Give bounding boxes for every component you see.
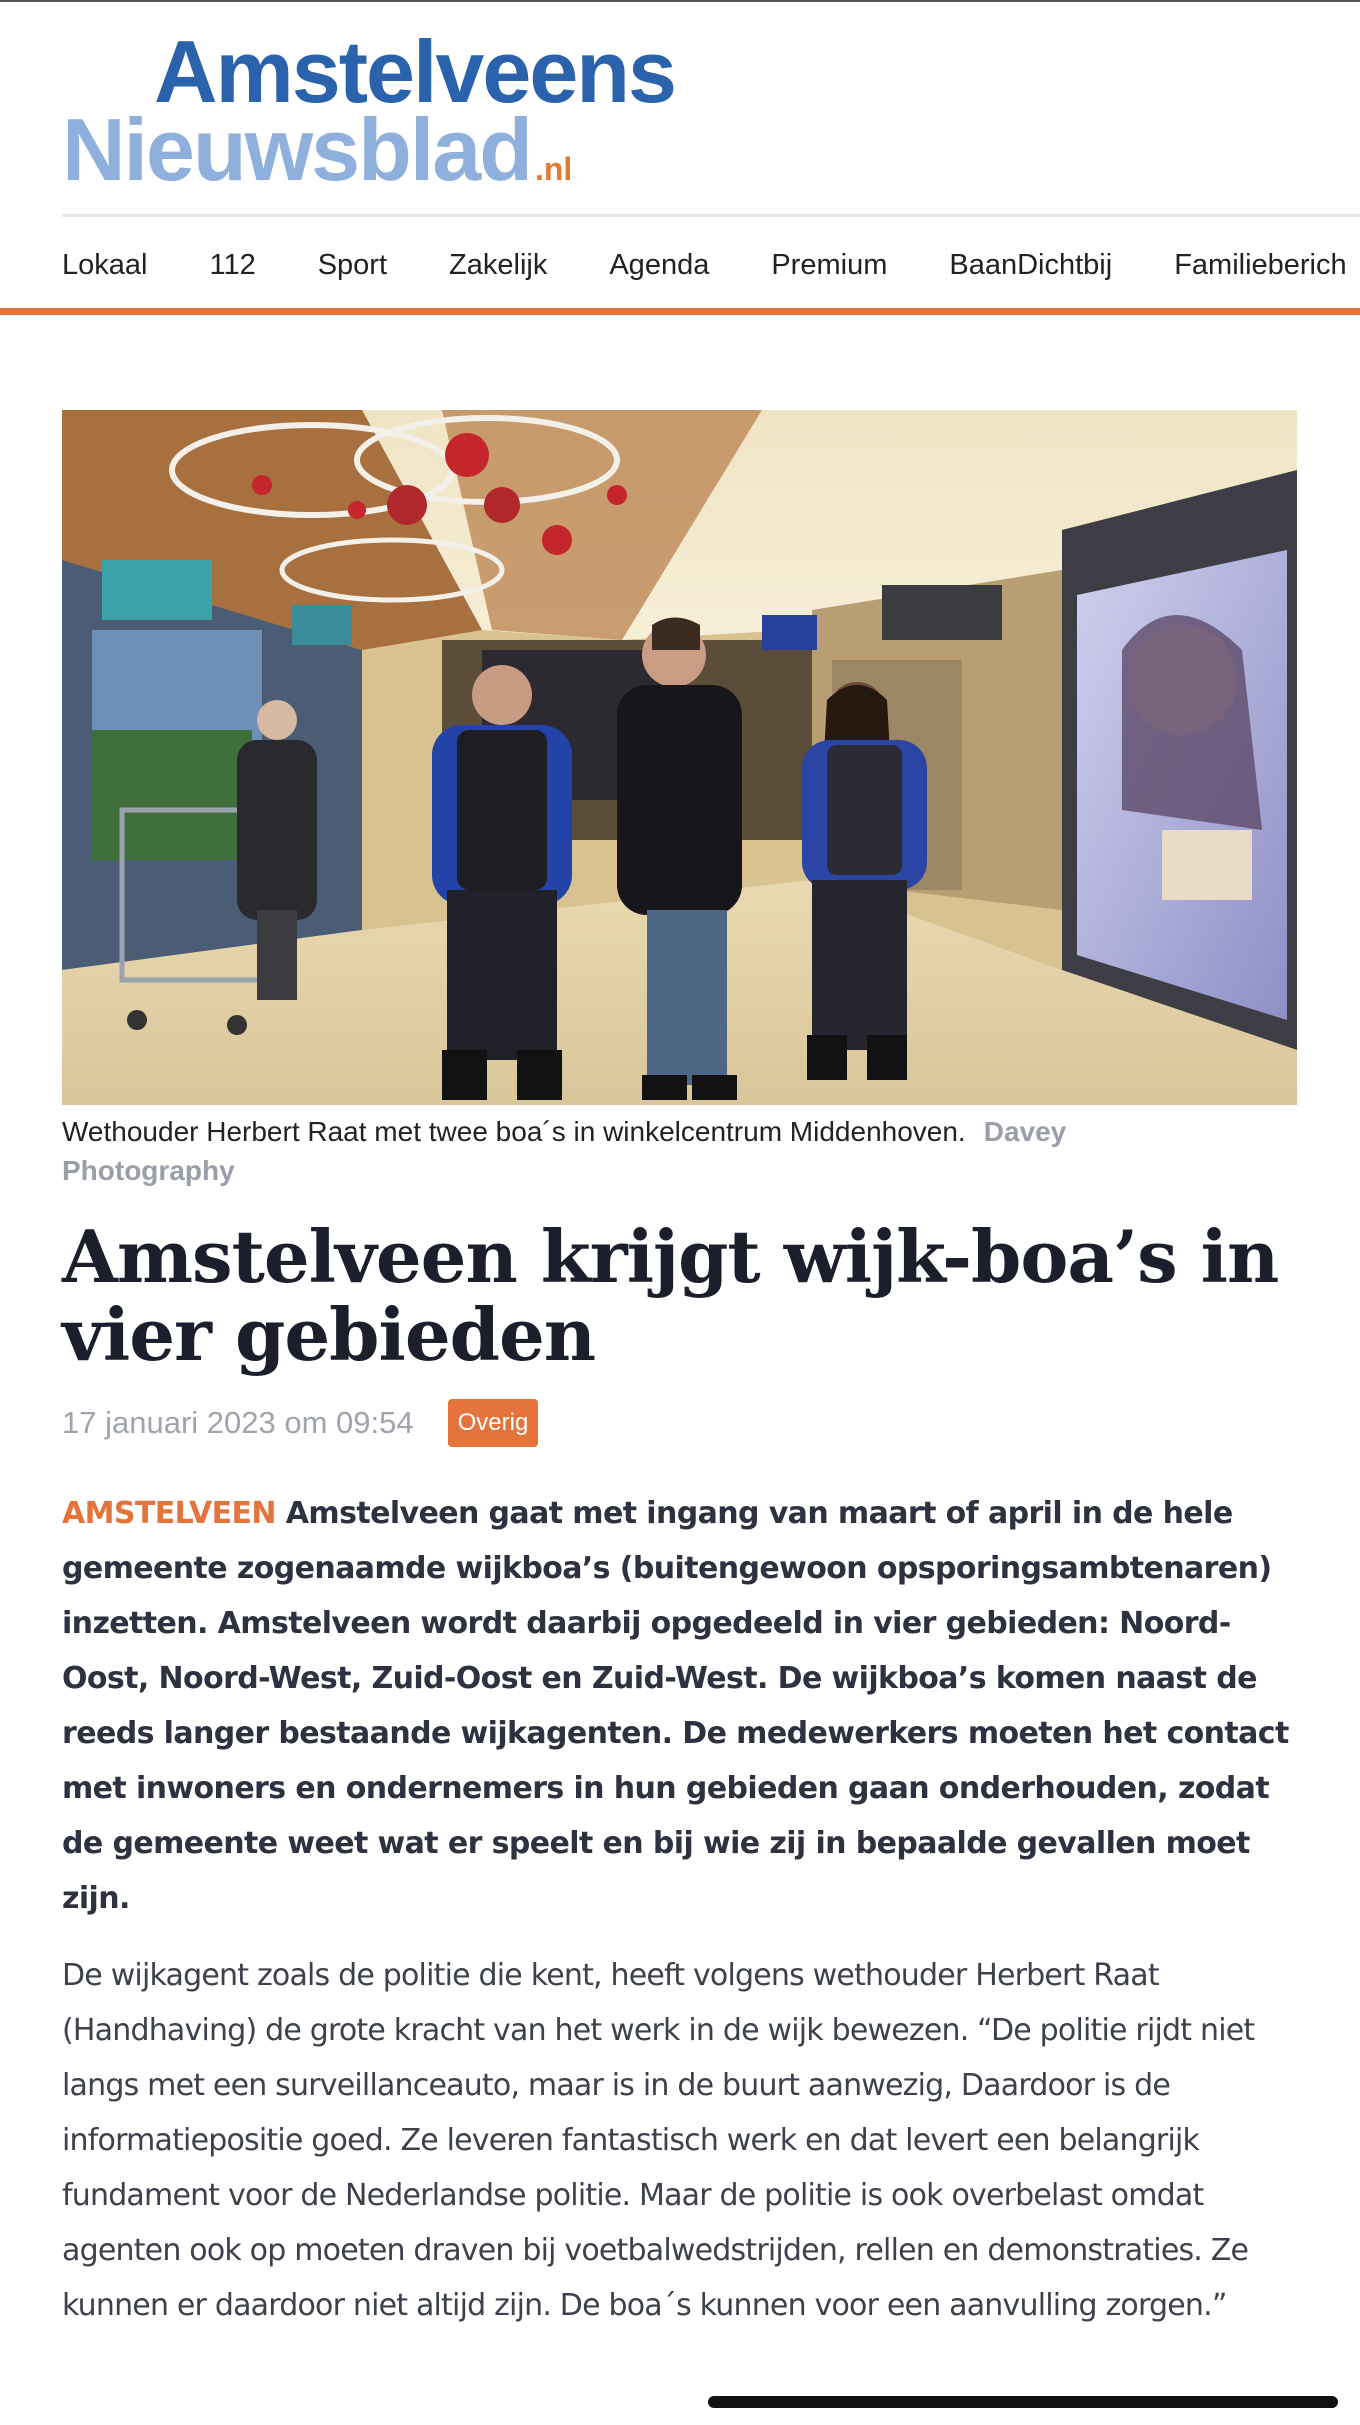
logo-tld: .nl <box>534 151 573 187</box>
article-headline: Amstelveen krijgt wijk-boa’s in vier gebieden <box>62 1214 1279 1377</box>
caption-text: Wethouder Herbert Raat met twee boa´s in winkelcentrum Middenhoven. <box>62 1116 966 1147</box>
header-divider <box>62 214 1360 217</box>
nav-item-baandichtbij[interactable]: BaanDichtbij <box>949 249 1113 281</box>
top-rule <box>0 0 1360 2</box>
nav-item-lokaal[interactable]: Lokaal <box>62 249 148 281</box>
logo-line-1: Amstelveens <box>154 22 675 121</box>
main-nav <box>62 240 1360 290</box>
nav-item-112[interactable]: 112 <box>209 249 256 281</box>
nav-item-zakelijk[interactable]: Zakelijk <box>449 249 548 281</box>
hero-photo <box>62 410 1297 1105</box>
nav-item-familieberichten[interactable]: Familieberich <box>1174 249 1347 281</box>
publish-date: 17 januari 2023 om 09:54 <box>62 1405 414 1440</box>
article-lead <box>62 1486 1312 1926</box>
logo-line-2 <box>62 100 573 199</box>
article-meta <box>62 1398 538 1448</box>
category-badge[interactable]: Overig <box>448 1399 539 1447</box>
home-indicator[interactable] <box>708 2396 1338 2408</box>
logo-line-2-text: Nieuwsblad <box>62 100 531 199</box>
image-caption <box>62 1112 1242 1190</box>
nav-accent-bar <box>0 308 1360 315</box>
dateline: AMSTELVEEN <box>62 1496 276 1531</box>
nav-item-sport[interactable]: Sport <box>317 249 388 281</box>
site-logo[interactable] <box>62 22 675 199</box>
photo-credit: Davey Photography <box>62 1116 1067 1186</box>
hero-image[interactable] <box>62 410 1297 1105</box>
nav-item-premium[interactable]: Premium <box>771 249 888 281</box>
nav-item-agenda[interactable]: Agenda <box>609 249 710 281</box>
article-body-paragraph: De wijkagent zoals de politie die kent, heeft volgens wethouder Herbert Raat (Handhaving) de grote kracht van het werk in de wijk bewezen. “De politie rijdt niet langs met een surveillanceauto, maar is in de buurt aanwezig, Daardoor is de informatiepositie goed. Ze leveren fantastisch werk en dat levert een belangrijk fundament voor de Nederlandse politie. Maar de politie is ook overbelast omdat agenten ook op moeten draven bij voetbalwedstrijden, rellen en demonstraties. Ze kunnen er daardoor niet altijd zijn. De boa´s kunnen voor een aanvulling zorgen.” <box>62 1958 1255 2323</box>
lead-text: Amstelveen gaat met ingang van maart of april in de hele gemeente zogenaamde wijkboa’s (buitengewoon opsporingsambtenaren) inzetten. Amstelveen wordt daarbij opgedeeld in vier gebieden: Noord-Oost, Noord-West, Zuid-Oost en Zuid-West. De wijkboa’s komen naast de reeds langer bestaande wijkagenten. De medewerkers moeten het contact met inwoners en ondernemers in hun gebieden gaan onderhouden, zodat de gemeente weet wat er speelt en bij wie zij in bepaalde gevallen moet zijn. <box>62 1496 1289 1916</box>
